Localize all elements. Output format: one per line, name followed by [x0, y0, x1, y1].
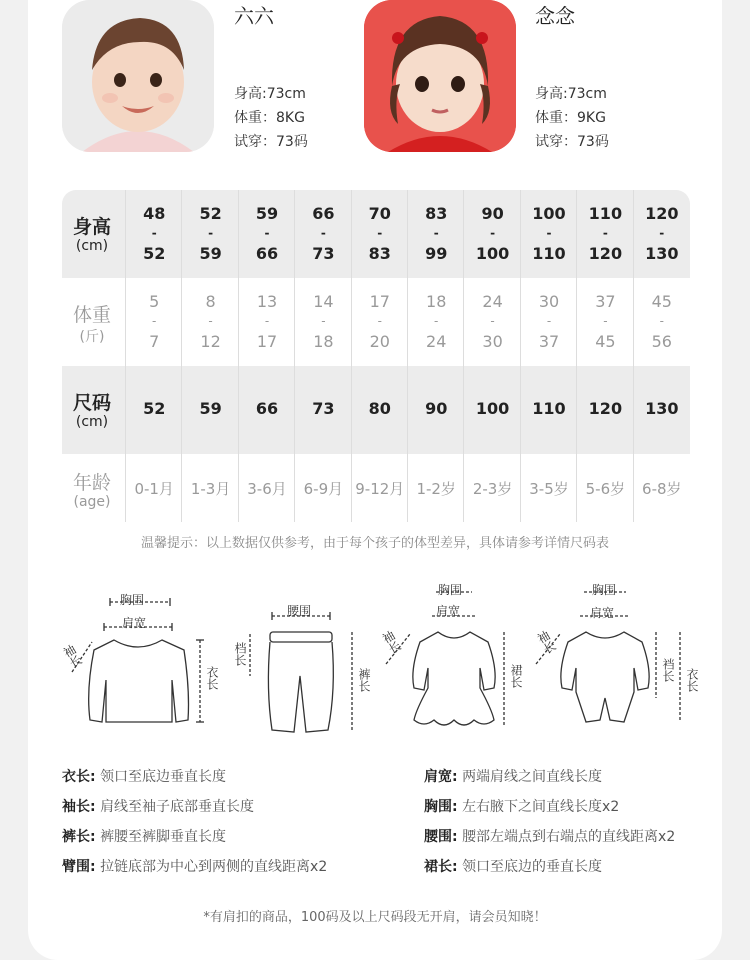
model-weight: 体重：8KG	[234, 110, 305, 126]
row-header	[62, 190, 122, 278]
table-cell	[126, 454, 182, 522]
cell-value: -	[208, 226, 214, 240]
cell-value: 37	[595, 292, 616, 311]
table-cell	[295, 366, 351, 454]
cell-value: 130	[645, 399, 679, 418]
tip-note: 温馨提示：以上数据仅供参考，由于每个孩子的体型差异，具体请参考详情尺码表	[140, 536, 609, 551]
table-cell	[352, 190, 408, 278]
table-cell	[521, 366, 577, 454]
table-cell	[634, 278, 690, 366]
label-pants-length: 裤长	[357, 668, 371, 692]
cell-value: 56	[651, 332, 672, 351]
cell-value: -	[377, 226, 383, 240]
cell-value: 110	[588, 204, 623, 223]
cell-value: 7	[149, 332, 160, 351]
cell-value: 24	[482, 292, 503, 311]
cell-value: -	[321, 314, 326, 328]
cell-value: 80	[368, 399, 391, 418]
cell-value: 83	[368, 244, 391, 263]
cell-value: 3-6月	[247, 480, 287, 498]
model-name: 念念	[535, 4, 575, 28]
table-cell	[182, 454, 238, 522]
row-header-label: 身高	[72, 216, 111, 238]
cell-value: -	[433, 226, 439, 240]
cell-value: 120	[645, 204, 679, 223]
cell-value: -	[320, 226, 326, 240]
cell-value: 30	[538, 292, 560, 311]
label-waist: 腰围	[287, 604, 312, 618]
table-cell	[126, 366, 182, 454]
cell-value: 99	[425, 244, 448, 263]
cell-value: -	[264, 314, 270, 328]
label-chest: 胸围	[120, 593, 145, 607]
model-try-on: 试穿：73码	[234, 134, 308, 150]
table-cell	[521, 190, 577, 278]
table-cell	[295, 278, 351, 366]
table-cell	[408, 278, 464, 366]
weight-row	[62, 278, 690, 366]
definition-item: 裤长: 裤腰至裤脚垂直长度	[62, 829, 227, 845]
cell-value: 6-9月	[303, 480, 344, 498]
cell-value: 100	[532, 204, 566, 223]
age-row	[62, 454, 690, 522]
definition-item: 袖长: 肩线至袖子底部垂直长度	[62, 799, 255, 815]
cell-value: -	[152, 314, 157, 328]
row-header	[62, 366, 122, 454]
label-shoulder: 肩宽	[122, 616, 147, 630]
size-row	[62, 366, 690, 454]
cell-value: 66	[255, 244, 279, 263]
cell-value: 24	[426, 332, 447, 351]
label-sleeve: 袖长	[379, 628, 404, 657]
model-height: 身高:73cm	[535, 86, 607, 102]
cell-value: 17	[256, 332, 278, 351]
cell-value: 73	[312, 244, 335, 263]
table-cell	[352, 278, 408, 366]
cell-value: 52	[143, 244, 166, 263]
cell-value: 0-1月	[134, 480, 174, 498]
cell-value: 52	[199, 204, 222, 223]
label-top-length: 衣长	[685, 668, 699, 692]
definition-item: 肩宽: 两端肩线之间直线长度	[424, 769, 603, 785]
cell-value: 6-8岁	[642, 480, 682, 498]
table-cell	[239, 454, 295, 522]
cell-value: 110	[532, 244, 566, 263]
table-cell	[352, 454, 408, 522]
cell-value: 18	[313, 332, 334, 351]
row-header-unit: (cm)	[75, 414, 109, 430]
table-cell	[182, 366, 238, 454]
label-sleeve: 袖长	[534, 628, 559, 657]
cell-value: 9-12月	[355, 480, 405, 498]
table-cell	[577, 366, 633, 454]
label-top-length: 衣长	[205, 666, 219, 690]
cell-value: 59	[255, 204, 279, 223]
table-cell	[577, 278, 633, 366]
label-shoulder: 肩宽	[436, 604, 461, 618]
table-cell	[634, 190, 690, 278]
row-header-label: 尺码	[72, 392, 111, 414]
cell-value: -	[602, 226, 608, 240]
cell-value: 66	[255, 399, 279, 418]
cell-value: -	[490, 314, 495, 328]
cell-value: 100	[475, 244, 510, 263]
cell-value: 52	[143, 399, 166, 418]
cell-value: 73	[312, 399, 335, 418]
table-cell	[408, 454, 464, 522]
row-header-label: 年龄	[72, 472, 111, 494]
cell-value: -	[546, 314, 552, 328]
cell-value: 120	[588, 399, 623, 418]
model-photo-niannian	[364, 0, 516, 152]
table-cell	[634, 366, 690, 454]
table-cell	[577, 454, 633, 522]
cell-value: -	[151, 226, 157, 240]
label-skirt: 裙长	[509, 664, 523, 688]
definition-item: 裙长: 领口至底边的垂直长度	[424, 859, 603, 875]
cell-value: 3-5岁	[529, 480, 569, 498]
table-cell	[464, 190, 520, 278]
cell-value: 59	[199, 399, 222, 418]
cell-value: 37	[538, 332, 560, 351]
height-row	[62, 190, 690, 278]
cell-value: 5-6岁	[585, 480, 626, 498]
cell-value: -	[377, 314, 382, 328]
cell-value: 90	[425, 399, 448, 418]
cell-value: 8	[205, 292, 216, 311]
label-crotch: 裆长	[661, 658, 675, 682]
label-rise: 档长	[233, 642, 247, 666]
model-photo-liuliu	[62, 0, 214, 152]
cell-value: 48	[143, 204, 166, 223]
table-cell	[126, 278, 182, 366]
table-cell	[521, 454, 577, 522]
cell-value: -	[490, 226, 496, 240]
definition-item: 臂围: 拉链底部为中心到两侧的直线距离x2	[62, 859, 328, 875]
cell-value: 14	[313, 292, 334, 311]
table-cell	[295, 454, 351, 522]
size-table	[62, 190, 690, 522]
cell-value: 100	[475, 399, 510, 418]
table-cell	[577, 190, 633, 278]
cell-value: 59	[199, 244, 222, 263]
table-cell	[464, 278, 520, 366]
label-shoulder: 肩宽	[590, 606, 615, 620]
table-cell	[239, 278, 295, 366]
cell-value: 45	[651, 292, 672, 311]
cell-value: -	[659, 226, 665, 240]
table-cell	[464, 366, 520, 454]
cell-value: 1-3月	[190, 480, 231, 498]
cell-value: 110	[532, 399, 566, 418]
cell-value: 2-3岁	[472, 480, 513, 498]
label-chest: 胸围	[438, 583, 463, 597]
definition-item: 腰围: 腰部左端点到右端点的直线距离x2	[424, 829, 676, 845]
table-cell	[464, 454, 520, 522]
table-cell	[408, 190, 464, 278]
cell-value: -	[659, 314, 664, 328]
cell-value: 17	[369, 292, 390, 311]
cell-value: 18	[426, 292, 447, 311]
table-cell	[239, 366, 295, 454]
table-cell	[295, 190, 351, 278]
cell-value: 70	[368, 204, 391, 223]
table-cell	[182, 190, 238, 278]
table-cell	[634, 454, 690, 522]
cell-value: 130	[645, 244, 679, 263]
cell-value: 1-2岁	[416, 480, 456, 498]
table-cell	[408, 366, 464, 454]
row-header-unit: (cm)	[75, 238, 109, 254]
cell-value: 90	[481, 204, 504, 223]
cell-value: 83	[425, 204, 448, 223]
cell-value: 13	[256, 292, 278, 311]
label-chest: 胸围	[592, 583, 617, 597]
table-cell	[182, 278, 238, 366]
cell-value: 66	[312, 204, 335, 223]
footnote: *有肩扣的商品，100码及以上尺码段无开肩，请会员知晓！	[203, 910, 547, 925]
model-name: 六六	[234, 4, 274, 28]
row-header	[62, 454, 122, 522]
row-header-unit: (age)	[73, 494, 111, 510]
row-header-label: 体重	[72, 304, 111, 326]
cell-value: 12	[200, 332, 221, 351]
cell-value: 45	[595, 332, 616, 351]
cell-value: -	[546, 226, 552, 240]
definition-item: 胸围: 左右腋下之间直线长度x2	[424, 799, 620, 815]
row-header-unit: (斤)	[79, 329, 105, 345]
model-height: 身高:73cm	[234, 86, 306, 102]
cell-value: -	[603, 314, 608, 328]
cell-value: -	[264, 226, 270, 240]
cell-value: 30	[482, 332, 503, 351]
model-try-on: 试穿：73码	[535, 134, 609, 150]
cell-value: 5	[149, 292, 160, 311]
cell-value: -	[208, 314, 213, 328]
table-cell	[126, 190, 182, 278]
definition-item: 衣长: 领口至底边垂直长度	[62, 769, 227, 785]
model-weight: 体重：9KG	[535, 110, 606, 126]
cell-value: -	[434, 314, 439, 328]
cell-value: 120	[588, 244, 623, 263]
row-header	[62, 278, 122, 366]
table-cell	[239, 190, 295, 278]
table-cell	[352, 366, 408, 454]
cell-value: 20	[369, 332, 390, 351]
label-sleeve: 袖长	[60, 642, 85, 671]
table-cell	[521, 278, 577, 366]
